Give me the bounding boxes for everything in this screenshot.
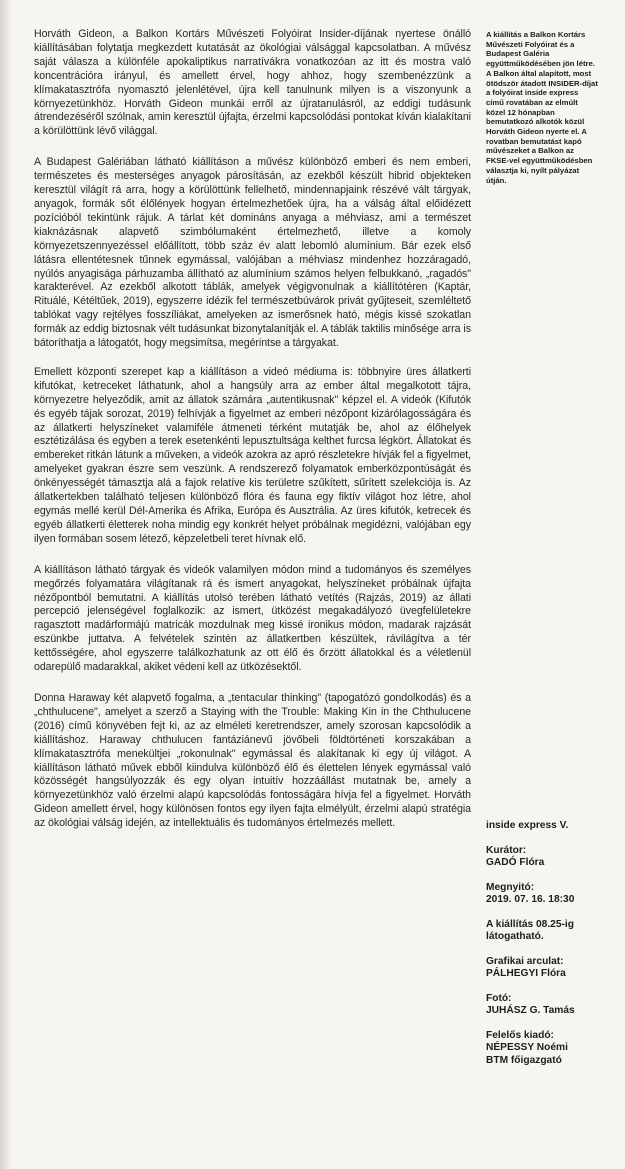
- sidebar-note: A kiállítás a Balkon Kortárs Művészeti Folyóirat és a Budapest Galéria együttműködésében jön létre. A Balkon által alapított, most ötödször átadott INSIDER-díjat a folyóirat inside express című rovatában az elmúlt közel 12 hónapban bemutatkozó alkotók közül Horváth Gideon nyerte el. A rovatban bemutatást kapó művészeket a Balkon az FKSE-vel együttműködésben választja ki, nyílt pályázat útján.: [486, 30, 598, 185]
- curator-label: Kurátor:: [486, 844, 527, 856]
- page-edge-shadow: [0, 0, 12, 1169]
- design-name: PÁLHEGYI Flóra: [486, 968, 566, 979]
- paragraph-materials: A Budapest Galériában látható kiállításon a művész különböző emberi és nem emberi, természetes és mesterséges anyagok párosításán, az ezekből készült hibrid objekteken keresztül világít rá arra, hogy a körülöttünk fellelhető, mindennapjaink részévé vált tárgyak, anyagok, formák sőt élőlények hogyan értelmezhetőek újra, ha a válság által előidézett pozícióból tekintünk rájuk. A tárlat két domináns anyaga a méhviasz, ami a természet kiaknázásnak alapvető szimbólumaként értelmezhető, illetve a komoly környezetszennyezéssel előállított, több száz év alatt lebomló alumínium. Bár ezek első látásra ellentétesnek tűnnek egymással, valójában a méhviasz mindenhez hozzáragadó, nyúlós anyagisága párhuzamba állítható az alumínium számos helyen felbukkanó, „ragadós" karakterével. Az ezekből alkotott táblák, amelyek végigvonulnak a kiállítótéren (Kaptár, Rituálé, Kétéltűek, 2019), egyszerre idézik fel természetbúvárok privát gyűjteseit, szemléltető tablókat vagy rejtélyes fosszíliákat, amelyeken az ismerősnek ható, mégis kissé szokatlan formák az eddig biztosnak vélt tudásunkat bizonytalanítják el. A táblák taktilis minősége arra is bátoríthatja a látogatót, hogy megsimítsa, megérintse a tárgyakat.: [34, 156, 471, 350]
- curator-credit: [486, 845, 606, 870]
- design-credit: [486, 956, 606, 981]
- opening-label: Megnyitó:: [486, 881, 535, 893]
- publisher-credit: [486, 1030, 606, 1068]
- visit-info: [486, 919, 606, 944]
- paragraph-projection: A kiállításon látható tárgyak és videók valamilyen módon mind a tudományos és személyes megőrzés folyamatára világítanak rá és ismert anyagokat, helyszíneket próbálnak újfajta nézőpontból bemutatni. A kiállítás utolsó terében látható vetítés (Rajzás, 2019) az állati percepció jelenségével foglalkozik: az ismert, ütközést megakadályozó üvegfelületekre ragasztott madárformájú matricák mozdulnak meg kissé ironikus módon, madarak rajzását eszünkbe juttatva. A felvételek szintén az állatkertben készültek, rávilágítva a tér kettősségére, ahol egyszerre találkozhatunk az ott élő és őrzött állatokkal és a véletlenül odarepülő madarakkal, akiket védeni kell az ütközésektől.: [34, 563, 471, 674]
- sidebar-column: [486, 30, 598, 185]
- paragraph-video: Emellett központi szerepet kap a kiállításon a videó médiuma is: többnyire üres állatkerti kifutókat, ketreceket láthatunk, ahol a hangsúly arra az ember által megalkotott tájra, környezetre helyeződik, amit az állatok számára „autentikusnak" képzel el. A videók (Kifutók és egyéb tájak sorozat, 2019) felhívják a figyelmet az emberi nézőpont kizárólagosságára és az állatkerti helyszíneket valamiféle átmeneti térként mutatják be, ahol az élőhelyek esztétizálása és egyben a terek esetenkénti lepusztultsága kelthet furcsa légkört. Állatokat és embereket ritkán látunk a műveken, a videók azokra az apró részletekre hívják fel a figyelmet, amelyeket gyakran észre sem veszünk. A rendszerező folyamatok emberközpontúságát és önkényességét támasztja alá a fajok relatíve kis területre szűkített, sűrített szelekciója is. Az állatkertekben található teljesen különböző flóra és fauna egy fiktív világot hoz létre, ahol egymás mellé kerül Dél-Amerika és Afrika, Európa és Ausztrália. Az üres kifutók, ketrecek és egyéb állatkerti életterek noha mindig egy konkrét helyet próbálnak megidézni, valójában egy ilyen formában sosem létező, képzeletbeli teret hívnak elő.: [34, 365, 471, 545]
- series-title: [486, 820, 606, 833]
- photo-label: Fotó:: [486, 992, 512, 1004]
- credits-block: [486, 820, 606, 1079]
- main-text-column: [34, 28, 471, 848]
- publisher-name: NÉPESSY Noémi: [486, 1042, 568, 1053]
- photo-name: JUHÁSZ G. Tamás: [486, 1005, 575, 1016]
- design-label: Grafikai arculat:: [486, 955, 564, 967]
- paragraph-intro: Horváth Gideon, a Balkon Kortárs Művészeti Folyóirat Insider-díjának nyertese önálló kiállításában folytatja megkezdett kutatását az ökológiai válsággal kapcsolatban. A művész saját válasza a különféle apokaliptikus narratívákra vonatkozóan az itt és mostra való koncentrációra irányul, és amellett érvel, hogy ahhoz, hogy szembenézzünk a klímakatasztrófa nyomasztó jelenlétével, újra kell tanulnunk milyen is a viszonyunk a környezetünkhöz. Horváth Gideon munkái erről az újratanulásról, az eddigi tudásunk átrendezéséről szólnak, amin keresztül újfajta, érzelmi kapcsolódási pontokat kíván kialakítani a körülöttünk lévő világgal.: [34, 28, 471, 138]
- paragraph-haraway: Donna Haraway két alapvető fogalma, a „tentacular thinking" (tapogatózó gondolkodás) és a „chthulucene", amelyet a szerző a Staying with the Trouble: Making Kin in the Chthulucene (2016) című könyvében fejt ki, az az elméleti keretrendszer, amely szorosan kapcsolódik a kiállításhoz. Haraway chthulucen fantáziánevű jövőbeli földtörténeti korszakában a klímakatasztrófa menekültjei „rokonulnak" egymással és alakítanak ki egy új világot. A kiállításon látható művek ebből kiindulva különböző élő és élettelen lények egymással való közösségét hangsúlyozzák és egy olyan intuitív hozzáállást mutatnak be, amely a környezetünkhöz való érzelmi alapú kapcsolódás fontosságára hívja fel a figyelmet. Horváth Gideon amellett érvel, hogy különösen fontos egy ilyen fajta elmélyült, érzelmi alapú stratégia az ökológiai válság idején, az intellektuális és tudományos értelmezés mellett.: [34, 691, 471, 830]
- publisher-role: BTM főigazgató: [486, 1054, 562, 1066]
- visit-line-2: látogatható.: [486, 931, 544, 942]
- opening-date: 2019. 07. 16. 18:30: [486, 894, 575, 905]
- series-name: inside express V.: [486, 820, 569, 831]
- visit-line-1: A kiállítás 08.25-ig: [486, 918, 574, 930]
- opening-credit: [486, 882, 606, 907]
- photo-credit: [486, 993, 606, 1018]
- publisher-label: Felelős kiadó:: [486, 1029, 554, 1041]
- curator-name: GADÓ Flóra: [486, 857, 545, 868]
